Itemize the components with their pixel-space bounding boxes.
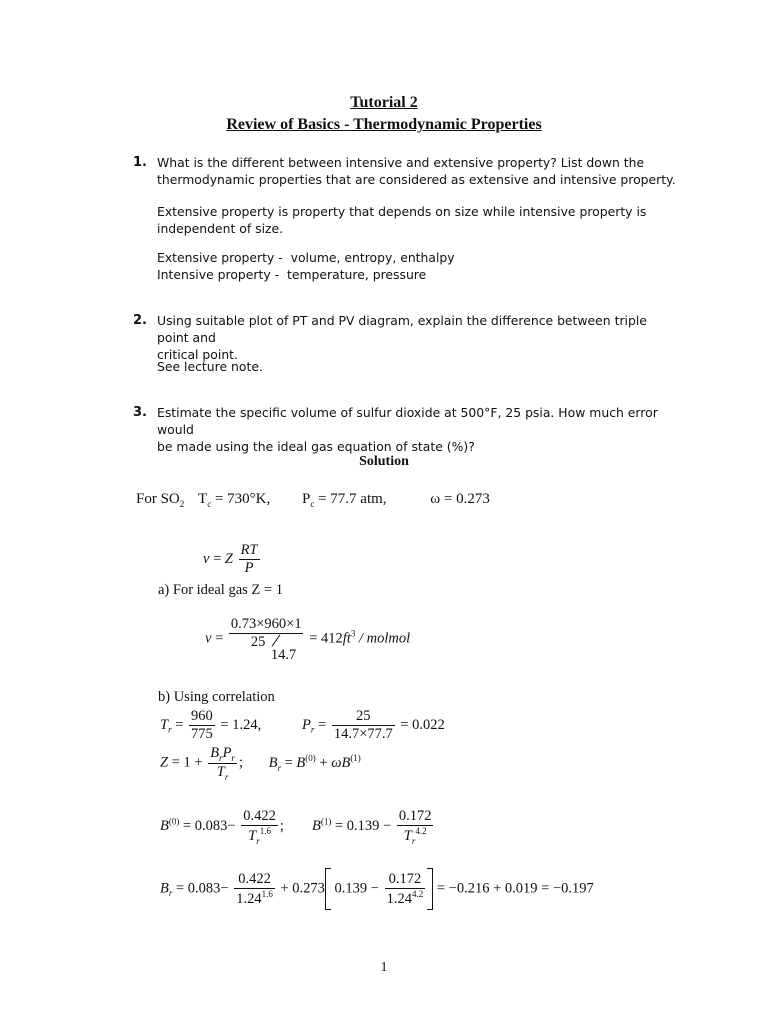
question-1-answer-line-2: independent of size. xyxy=(157,221,284,236)
given-prefix: For SO xyxy=(136,491,180,507)
br-exponent-2: 4.2 xyxy=(411,888,424,899)
equation-v-zrt-p: v = Z $\frac{RT}{P}$ xyxy=(203,542,258,576)
equation-br-evaluation: $B_r = 0.083-$ $\frac{0.422}{1.24^{1.6}}$ + 0.273 0.139 − $\frac{0.172}{1.24^{4.2}}$ = −0.216 + 0.019 = −0.197 xyxy=(160,868,594,910)
b1-exponent: 4.2 xyxy=(415,826,427,836)
b0-numerator: 0.422 xyxy=(243,808,276,824)
question-3-line-1: Estimate the specific volume of sulfur dioxide at 500°F, 25 psia. How much error would xyxy=(157,405,658,437)
equation-compressibility: Z = 1 + $\frac{B_rP_r}{T_r}$ ; $B_r = B^{(0)} + \omega B^{(1)}$ xyxy=(160,745,361,782)
page-number: 1 xyxy=(380,960,388,975)
question-2-line-1: Using suitable plot of PT and PV diagram, explain the difference between triple point and xyxy=(157,313,647,345)
critical-pressure: = 77.7 atm, xyxy=(318,491,387,507)
document-title: Tutorial 2 xyxy=(350,94,418,111)
part-a-unit: / mol xyxy=(358,630,389,647)
question-2-number: 2. xyxy=(133,313,147,328)
intensive-property-list: Intensive property - temperature, pressure xyxy=(157,267,427,282)
question-1-number: 1. xyxy=(133,155,147,170)
equation-b0: $B^{(0)} = 0.083-$ $\frac{0.422}{T_r^{1.6}}$ ; xyxy=(160,808,284,846)
question-1-answer-line-1: Extensive property is property that depends on size while intensive property is xyxy=(157,204,647,219)
b1-numerator: 0.172 xyxy=(398,808,432,824)
question-1-answer xyxy=(157,203,677,237)
pr-result: = 0.022 xyxy=(400,716,445,733)
br-constant: = 0.083− xyxy=(176,880,229,897)
tr-denominator: 775 xyxy=(191,726,213,742)
part-a-label: a) For ideal gas Z = 1 xyxy=(158,582,283,598)
solution-heading: Solution xyxy=(359,454,409,469)
part-a-numerator: 0.73×960×1 xyxy=(230,616,302,632)
equation-reduced-pressure: $P_r$ = $\frac{25}{14.7\times 77.7}$ = 0.022 xyxy=(302,708,445,742)
br-result: = −0.216 + 0.019 = −0.197 xyxy=(436,880,594,897)
question-2-line-2: critical point. xyxy=(157,347,238,362)
question-1-line-1: What is the different between intensive and extensive property? List down the xyxy=(157,155,645,170)
question-2-answer: See lecture note. xyxy=(157,359,263,374)
tr-numerator: 960 xyxy=(191,708,213,724)
acentric-factor: ω = 0.273 xyxy=(430,491,490,507)
part-a-denominator-top: 25 xyxy=(250,634,266,650)
given-sub: 2 xyxy=(179,499,185,509)
part-a-result: = 412 xyxy=(309,630,343,647)
property-lists xyxy=(157,249,677,283)
br-exponent-1: 1.6 xyxy=(261,888,273,899)
part-b-label: b) Using correlation xyxy=(158,689,275,705)
question-1-text xyxy=(157,154,677,188)
b0-exponent: 1.6 xyxy=(259,826,271,836)
br-inner: 0.139 − xyxy=(334,880,379,897)
question-3-number: 3. xyxy=(133,405,147,420)
br-middle: + 0.273 xyxy=(280,880,325,897)
b1-constant: = 0.139 − xyxy=(334,818,392,835)
question-1-line-2: thermodynamic properties that are considered as extensive and intensive property. xyxy=(157,172,676,187)
br-denominator-2: 1.24 xyxy=(386,890,412,907)
extensive-property-list: Extensive property - volume, entropy, enthalpy xyxy=(157,250,455,265)
br-numerator-1: 0.422 xyxy=(238,870,271,887)
part-a-denominator-bottom: 14.7 xyxy=(270,647,297,663)
pr-numerator: 25 xyxy=(356,708,371,724)
document-subtitle: Review of Basics - Thermodynamic Properties xyxy=(226,116,542,133)
pr-denominator: 14.7×77.7 xyxy=(333,726,393,742)
critical-temperature: = 730°K, xyxy=(214,491,271,507)
question-3-line-2: be made using the ideal gas equation of state (%)? xyxy=(157,439,475,454)
question-2-text xyxy=(157,312,677,363)
equation-reduced-temperature: $T_r$ = $\frac{960}{775}$ = 1.24, xyxy=(160,708,262,742)
given-data-line: For $SO_2$ $T_c = 730^\circ K$, $P_c = 77.7$ atm, ω = 0.273 xyxy=(136,491,490,509)
tr-result: = 1.24, xyxy=(220,716,262,733)
br-numerator-2: 0.172 xyxy=(388,870,422,887)
equation-b1: $B^{(1)} = 0.139$ − $\frac{0.172}{T_r^{4.2}}$ xyxy=(312,808,432,846)
br-denominator-1: 1.24 xyxy=(236,890,262,907)
b0-constant: = 0.083− xyxy=(182,818,236,835)
equation-ideal-gas-volume: v = 0.73×960×1 25 14.7 = $412ft^3$ / molmol xyxy=(205,616,411,663)
question-3-text xyxy=(157,404,677,455)
